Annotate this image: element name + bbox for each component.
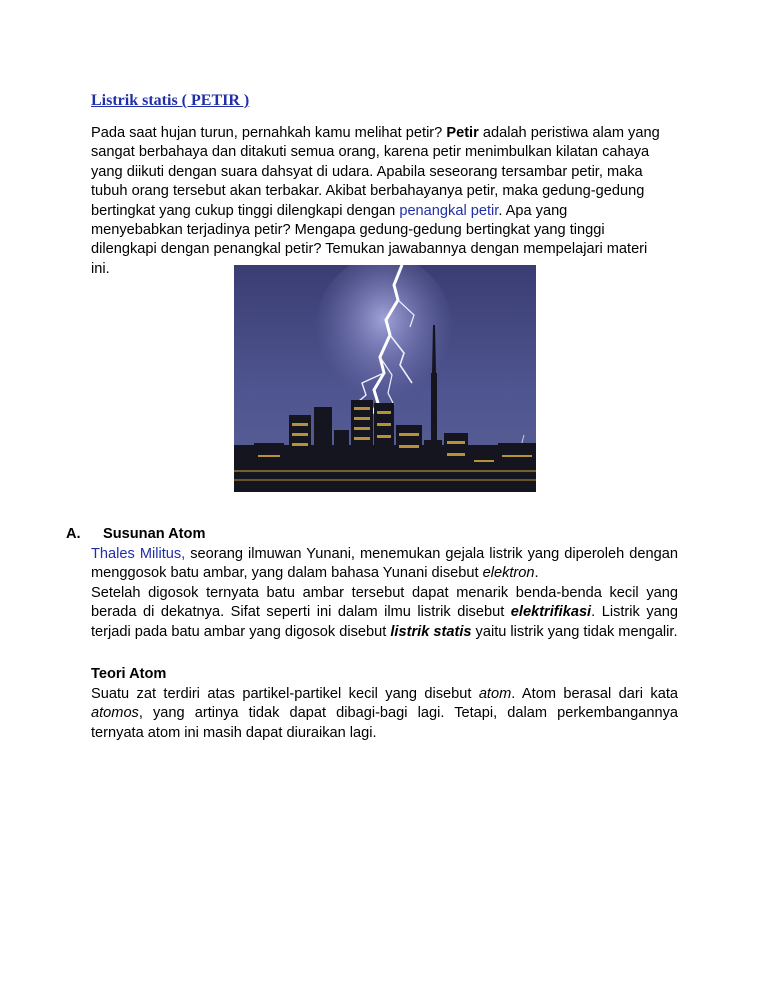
paragraph-thales: Thales Militus, seorang ilmuwan Yunani, menemukan gejala listrik yang diperoleh dengan menggosok batu ambar, yang dalam bahasa Yunani disebut elektron. [91,546,678,582]
section-title: Susunan Atom [103,526,206,542]
section-a-body [91,545,678,642]
petir-term: Petir [446,125,479,141]
section-letter: A. [66,526,81,542]
teori-atom-body: Suatu zat terdiri atas partikel-partikel kecil yang disebut atom. Atom berasal dari kata atomos, yang artinya tidak dapat dibagi-bagi lagi. Tetapi, dalam perkembangannya ternyata atom ini masih dapat diuraikan lagi. [91,686,678,741]
thales-link[interactable]: Thales Militus, [91,546,186,562]
section-a-heading [66,526,205,542]
lightning-city-photo [234,265,536,492]
penangkal-petir-link[interactable]: penangkal petir [399,202,499,219]
page-title: Listrik statis ( PETIR ) [91,92,250,109]
teori-atom-heading: Teori Atom [91,666,167,682]
intro-paragraph: Pada saat hujan turun, pernahkah kamu melihat petir? Petir adalah peristiwa alam yang sangat berbahaya dan ditakuti semua orang, karena petir menimbulkan kilatan cahaya yang diikuti dengan suara dahsyat di udara. Apabila seseorang tersambar petir, maka tubuh orang tersebut akan terbakar. Akibat berbahayanya petir, maka gedung-gedung bertingkat yang cukup tinggi dilengkapi dengan penangkal petir. Apa yang menyebabkan terjadinya petir? Mengapa gedung-gedung bertingkat yang tinggi dilengkapi dengan penangkal petir? Temukan jawabannya dengan mempelajari materi ini. [91,125,660,277]
paragraph-elektrifikasi: Setelah digosok ternyata batu ambar tersebut dapat menarik benda-benda kecil yang berada di dekatnya. Sifat seperti ini dalam ilmu listrik disebut elektrifikasi. Listrik yang terjadi pada batu ambar yang digosok disebut listrik statis yaitu listrik yang tidak mengalir. [91,584,678,640]
